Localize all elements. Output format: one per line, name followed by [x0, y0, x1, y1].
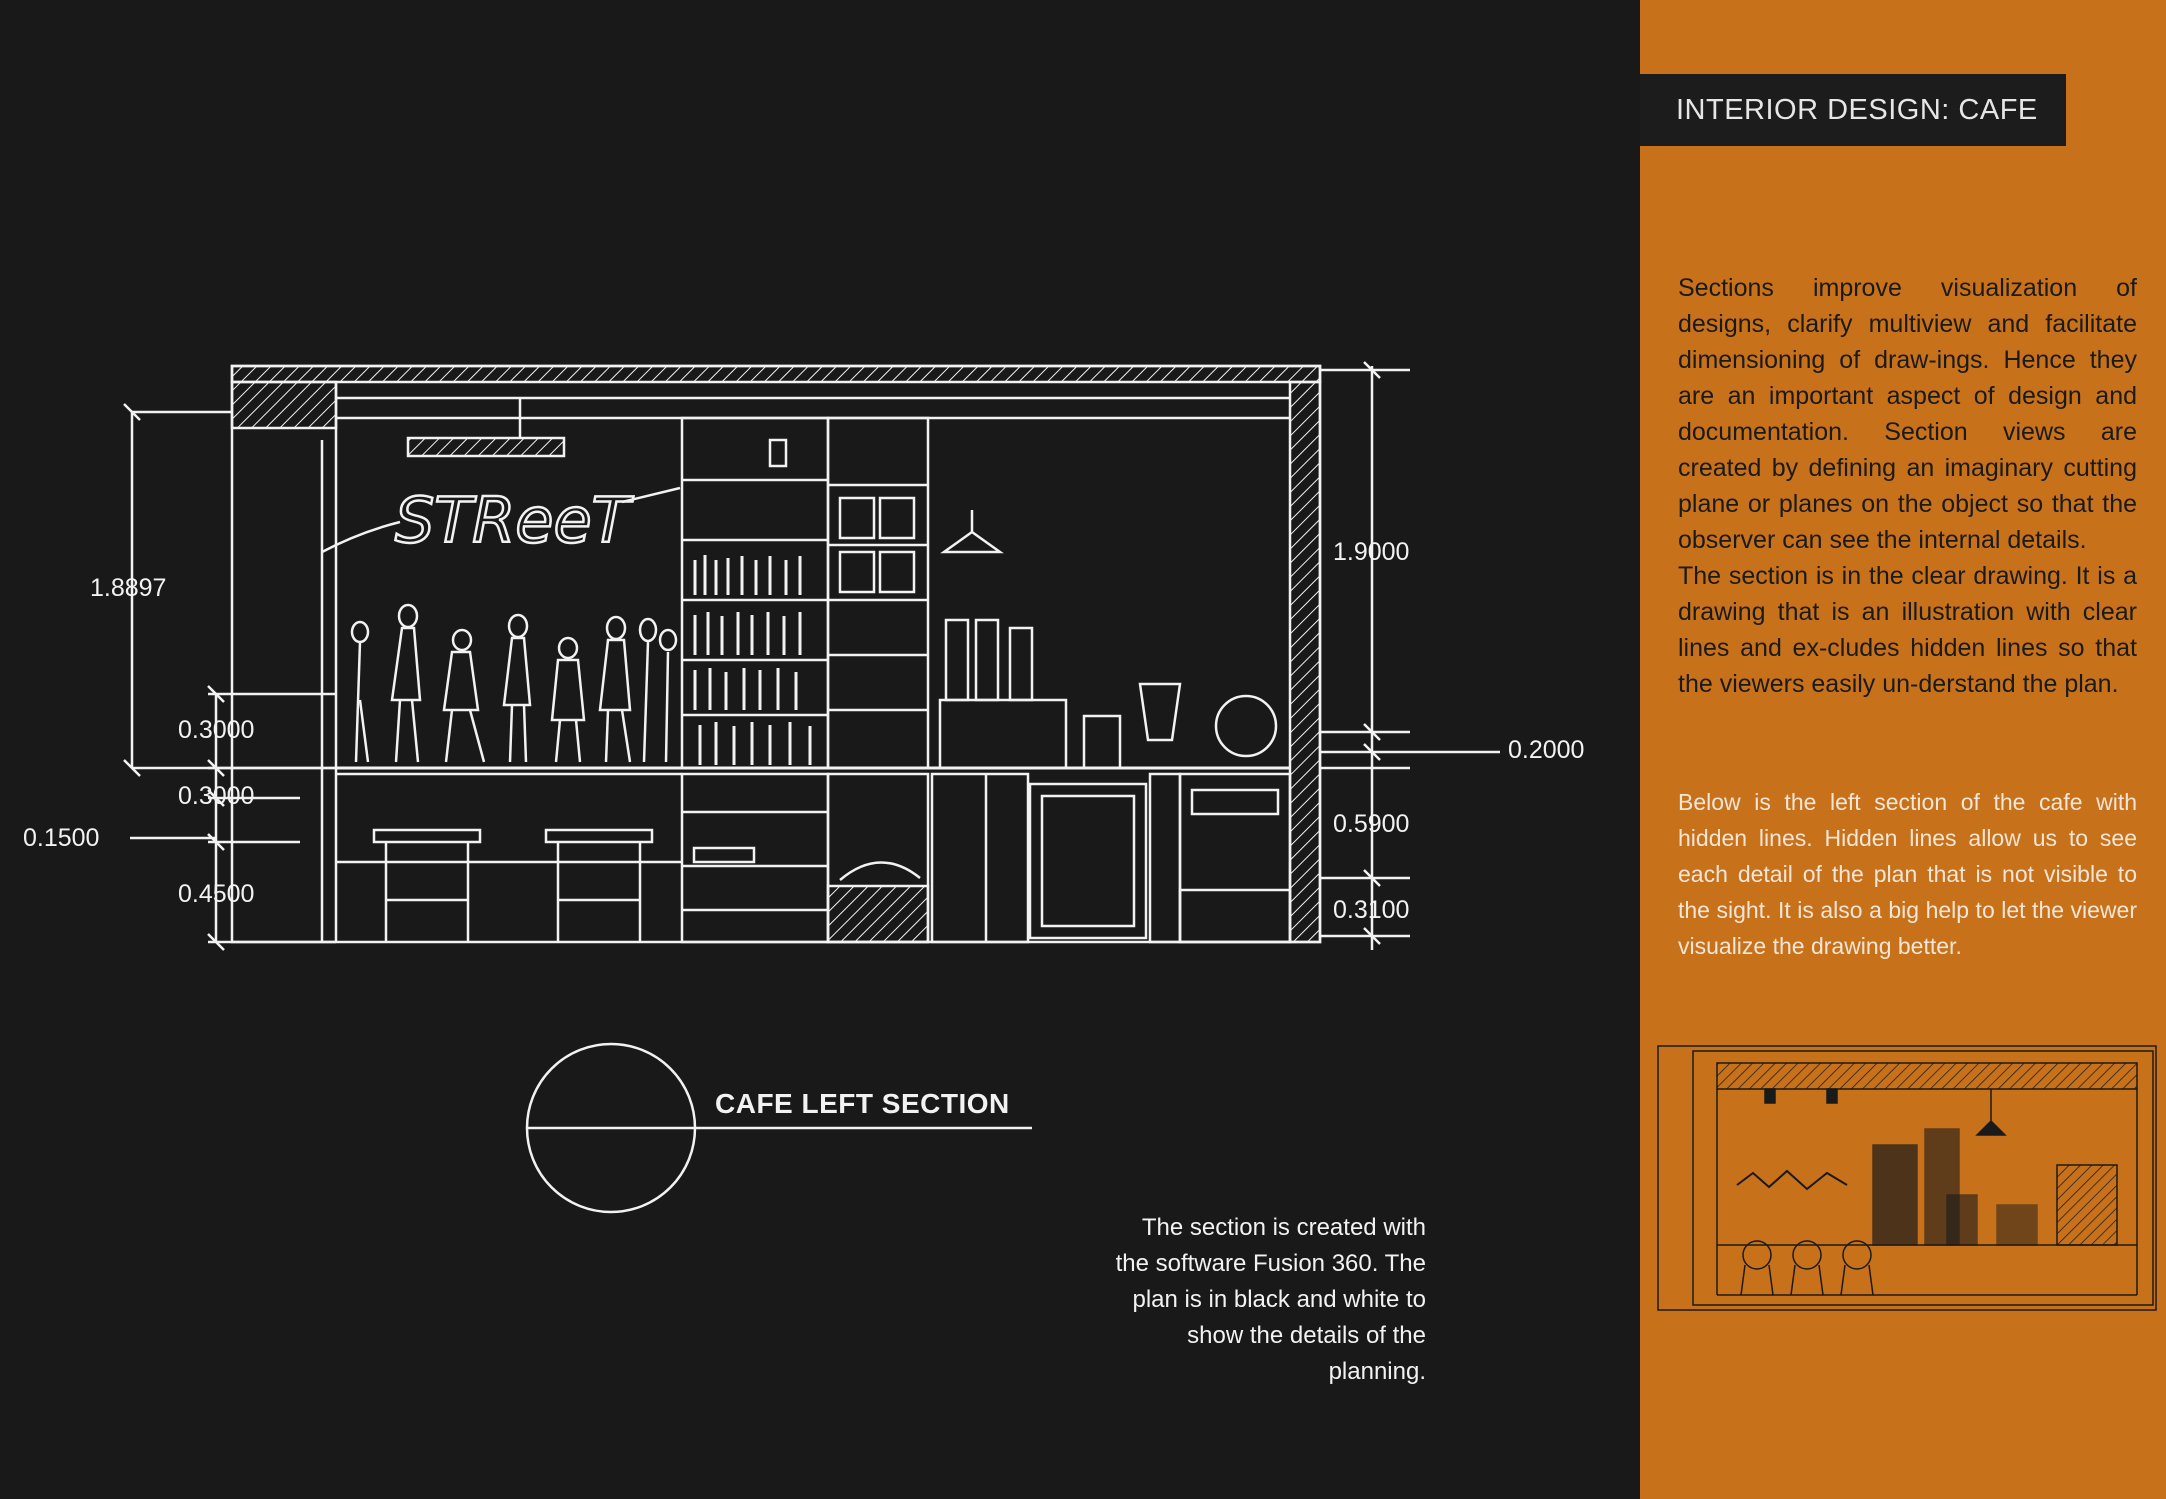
ceiling-hatch [232, 366, 1320, 382]
paragraph: Sections improve visualization of designs, clarify multiview and facilitate dimensioning of draw-ings. Hence they are an important aspect of design and documentation. Section views are created by defining an imaginary cutting plane or planes on the object so that the observer can see the internal details. [1678, 274, 2137, 554]
dimension-label: 0.3100 [1333, 896, 1410, 924]
dimension-label: 0.4500 [178, 880, 255, 908]
dimension-label: 0.5900 [1333, 810, 1410, 838]
dimension-label: 0.3000 [178, 716, 255, 744]
ceiling-left-hatch [232, 382, 336, 428]
section-outline [232, 366, 1320, 942]
page-title: INTERIOR DESIGN: CAFE [1676, 94, 2038, 126]
right-wall-hatch [1290, 382, 1320, 942]
title-bar [1640, 74, 2066, 146]
dimension-label: 0.2000 [1508, 736, 1585, 764]
paragraph: The section is in the clear drawing. It is a drawing that is an illustration with clear lines and ex-cludes hidden lines so that the viewers easily un-derstand the plan. [1678, 562, 2137, 698]
dimension-label: 0.3000 [178, 782, 255, 810]
dimension-label: 1.8897 [90, 574, 167, 602]
paragraph: Below is the left section of the cafe with hidden lines. Hidden lines allow us to see each detail of the plan that is not visible to the sight. It is also a big help to let the viewer visualize the drawing better. [1678, 789, 2137, 959]
caption: The section is created with the software Fusion 360. The plan is in black and white to show the details of the planning. [1115, 1214, 1426, 1385]
dimension-label: 1.9000 [1333, 538, 1410, 566]
section-title: CAFE LEFT SECTION [715, 1088, 1010, 1119]
hidden-lines-thumbnail [1657, 1045, 2157, 1311]
info-sidebar [1640, 0, 2166, 1499]
street-sign: STReeT [395, 484, 630, 557]
dimension-label: 0.1500 [23, 824, 100, 852]
